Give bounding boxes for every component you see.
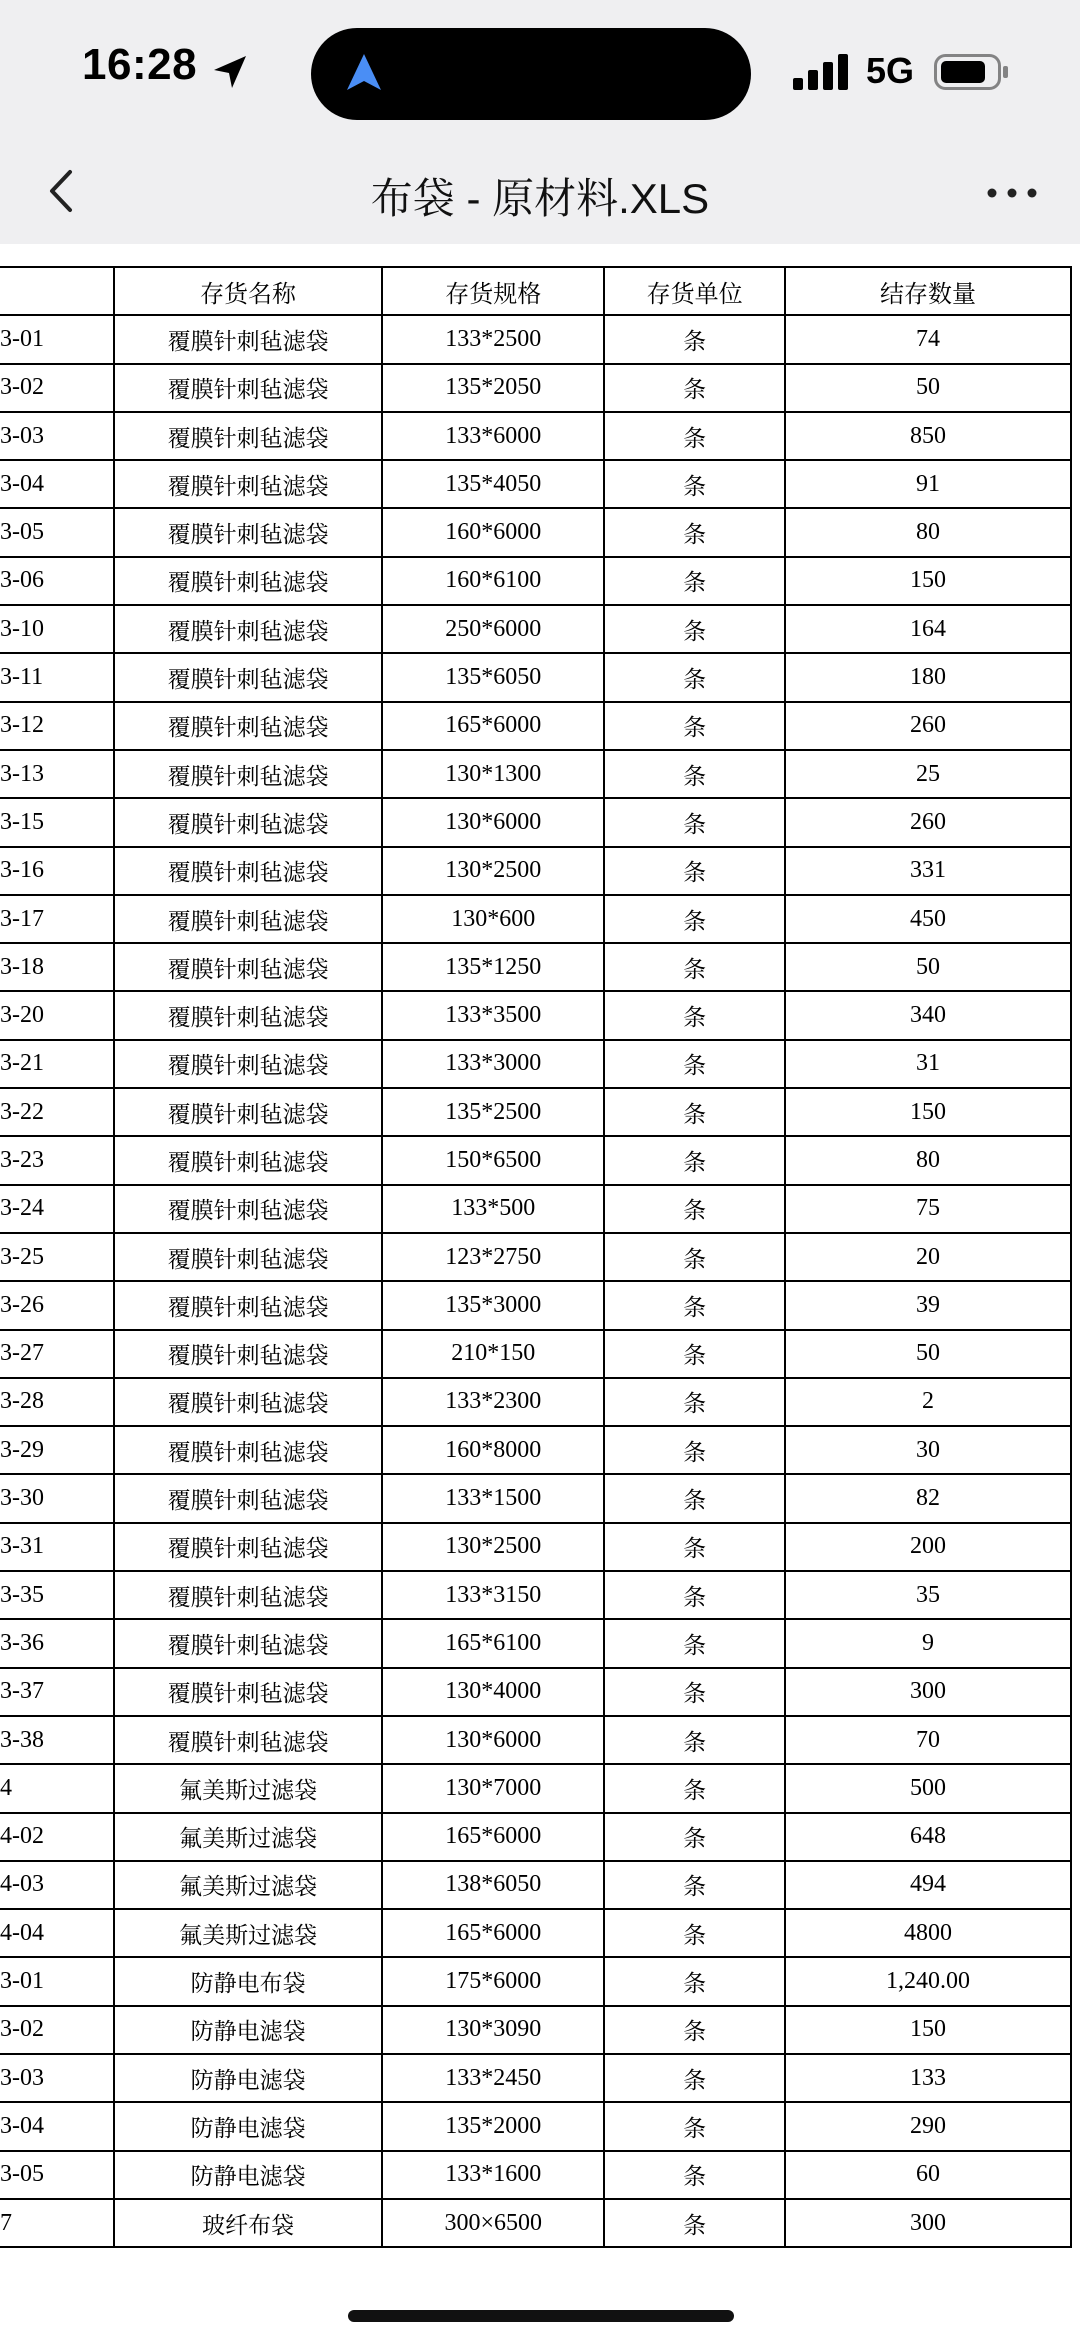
cell-name[interactable]: 覆膜针刺毡滤袋 [114,653,382,701]
table-row [0,1861,1071,1909]
dynamic-island [311,28,751,120]
cell-spec[interactable]: 133*6000 [382,412,604,460]
cell-spec[interactable]: 160*6000 [382,508,604,556]
cell-quantity[interactable]: 25 [785,750,1071,798]
cell-unit[interactable]: 条 [604,1378,785,1426]
cell-spec[interactable]: 135*6050 [382,653,604,701]
cell-name[interactable]: 覆膜针刺毡滤袋 [114,1040,382,1088]
table-row [0,2199,1071,2247]
cell-spec[interactable]: 133*1500 [382,1474,604,1522]
cell-quantity[interactable]: 494 [785,1861,1071,1909]
cell-code[interactable]: 3-37 [0,1668,114,1716]
cell-code[interactable]: 3-10 [0,605,114,653]
cell-unit[interactable]: 条 [604,2199,785,2247]
cell-unit[interactable]: 条 [604,1813,785,1861]
table-row [0,412,1071,460]
cell-name[interactable]: 覆膜针刺毡滤袋 [114,1281,382,1329]
table-row [0,1426,1071,1474]
cell-code[interactable]: 3-18 [0,943,114,991]
cell-quantity[interactable]: 30 [785,1426,1071,1474]
cell-spec[interactable]: 133*3150 [382,1571,604,1619]
cell-name[interactable]: 覆膜针刺毡滤袋 [114,1619,382,1667]
cell-code[interactable]: 3-12 [0,702,114,750]
cell-name[interactable]: 防静电滤袋 [114,2054,382,2102]
cell-code[interactable]: 3-28 [0,1378,114,1426]
cell-quantity[interactable]: 70 [785,1716,1071,1764]
cell-name[interactable]: 覆膜针刺毡滤袋 [114,1716,382,1764]
battery-icon [934,54,1010,90]
cell-spec[interactable]: 130*6000 [382,1716,604,1764]
cell-spec[interactable]: 133*2450 [382,2054,604,2102]
cell-code[interactable]: 3-03 [0,412,114,460]
cell-spec[interactable]: 130*2500 [382,847,604,895]
cell-name[interactable]: 覆膜针刺毡滤袋 [114,895,382,943]
table-row [0,605,1071,653]
cell-code[interactable]: 3-05 [0,2151,114,2199]
cell-quantity[interactable]: 290 [785,2102,1071,2150]
cell-unit[interactable]: 条 [604,1523,785,1571]
table-row [0,847,1071,895]
cell-unit[interactable]: 条 [604,991,785,1039]
cell-spec[interactable]: 160*6100 [382,557,604,605]
cell-name[interactable]: 氟美斯过滤袋 [114,1764,382,1812]
cell-name[interactable]: 覆膜针刺毡滤袋 [114,460,382,508]
cell-unit[interactable]: 条 [604,460,785,508]
cell-unit[interactable]: 条 [604,702,785,750]
cell-code[interactable]: 3-03 [0,2054,114,2102]
cell-spec[interactable]: 123*2750 [382,1233,604,1281]
spreadsheet-table [0,266,1072,2248]
cell-quantity[interactable]: 35 [785,1571,1071,1619]
cell-spec[interactable]: 130*600 [382,895,604,943]
table-row [0,1378,1071,1426]
cell-name[interactable]: 防静电滤袋 [114,2006,382,2054]
cell-name[interactable]: 覆膜针刺毡滤袋 [114,943,382,991]
cell-unit[interactable]: 条 [604,1861,785,1909]
cell-name[interactable]: 氟美斯过滤袋 [114,1909,382,1957]
cell-unit[interactable]: 条 [604,1619,785,1667]
cell-unit[interactable]: 条 [604,315,785,363]
table-row [0,653,1071,701]
cell-spec[interactable]: 135*4050 [382,460,604,508]
cell-unit[interactable]: 条 [604,1716,785,1764]
table-row [0,1233,1071,1281]
table-row [0,1957,1071,2005]
cell-code[interactable]: 7 [0,2199,114,2247]
more-options-icon[interactable] [980,168,1044,218]
cell-unit[interactable]: 条 [604,943,785,991]
cell-spec[interactable]: 150*6500 [382,1136,604,1184]
cell-quantity[interactable]: 91 [785,460,1071,508]
cell-name[interactable]: 覆膜针刺毡滤袋 [114,1185,382,1233]
cell-unit[interactable]: 条 [604,1088,785,1136]
cell-quantity[interactable]: 260 [785,702,1071,750]
cell-name[interactable]: 覆膜针刺毡滤袋 [114,991,382,1039]
cell-unit[interactable]: 条 [604,847,785,895]
cell-name[interactable]: 覆膜针刺毡滤袋 [114,1233,382,1281]
table-row [0,1523,1071,1571]
cellular-signal-icon [793,54,849,90]
cell-name[interactable]: 覆膜针刺毡滤袋 [114,508,382,556]
cell-unit[interactable]: 条 [604,2102,785,2150]
cell-code[interactable]: 3-36 [0,1619,114,1667]
cell-spec[interactable]: 130*6000 [382,798,604,846]
cell-quantity[interactable]: 500 [785,1764,1071,1812]
cell-quantity[interactable]: 200 [785,1523,1071,1571]
cell-spec[interactable]: 130*7000 [382,1764,604,1812]
column-header[interactable]: 结存数量 [785,267,1071,315]
cell-quantity[interactable]: 4800 [785,1909,1071,1957]
table-row [0,1764,1071,1812]
cell-unit[interactable]: 条 [604,1330,785,1378]
cell-quantity[interactable]: 50 [785,364,1071,412]
cell-unit[interactable]: 条 [604,1474,785,1522]
cell-spec[interactable]: 135*2050 [382,364,604,412]
table-row [0,1813,1071,1861]
cell-quantity[interactable]: 1,240.00 [785,1957,1071,2005]
table-row [0,1668,1071,1716]
cell-unit[interactable]: 条 [604,1909,785,1957]
cell-spec[interactable]: 133*2500 [382,315,604,363]
cell-code[interactable]: 3-35 [0,1571,114,1619]
cell-unit[interactable]: 条 [604,1233,785,1281]
cell-spec[interactable]: 165*6000 [382,1813,604,1861]
table-row [0,1571,1071,1619]
cell-quantity[interactable]: 74 [785,315,1071,363]
cell-quantity[interactable]: 150 [785,2006,1071,2054]
cell-spec[interactable]: 300×6500 [382,2199,604,2247]
cell-code[interactable]: 3-02 [0,2006,114,2054]
cell-spec[interactable]: 160*8000 [382,1426,604,1474]
table-row [0,1474,1071,1522]
column-header[interactable]: 存货规格 [382,267,604,315]
cell-quantity[interactable]: 300 [785,1668,1071,1716]
cell-name[interactable]: 覆膜针刺毡滤袋 [114,1330,382,1378]
cell-name[interactable]: 玻纤布袋 [114,2199,382,2247]
cell-unit[interactable]: 条 [604,1136,785,1184]
cell-code[interactable]: 3-38 [0,1716,114,1764]
cell-code[interactable]: 3-29 [0,1426,114,1474]
cell-unit[interactable]: 条 [604,605,785,653]
table-row [0,991,1071,1039]
cell-quantity[interactable]: 2 [785,1378,1071,1426]
cell-unit[interactable]: 条 [604,508,785,556]
cell-code[interactable]: 3-30 [0,1474,114,1522]
table-row [0,315,1071,363]
cell-unit[interactable]: 条 [604,653,785,701]
cell-name[interactable]: 氟美斯过滤袋 [114,1861,382,1909]
cell-quantity[interactable]: 180 [785,653,1071,701]
cell-code[interactable]: 3-04 [0,460,114,508]
nav-bar [0,138,1080,244]
cell-code[interactable]: 3-11 [0,653,114,701]
table-row [0,1909,1071,1957]
cell-spec[interactable]: 138*6050 [382,1861,604,1909]
cell-spec[interactable]: 133*2300 [382,1378,604,1426]
column-header[interactable]: 存货名称 [114,267,382,315]
cell-name[interactable]: 防静电滤袋 [114,2102,382,2150]
column-header[interactable] [0,267,114,315]
document-title: 布袋 - 原材料.XLS [370,175,710,222]
cell-quantity[interactable]: 260 [785,798,1071,846]
cell-spec[interactable]: 133*1600 [382,2151,604,2199]
cell-spec[interactable]: 210*150 [382,1330,604,1378]
cell-spec[interactable]: 130*2500 [382,1523,604,1571]
cell-quantity[interactable]: 75 [785,1185,1071,1233]
table-header-row [0,267,1071,315]
cell-unit[interactable]: 条 [604,2006,785,2054]
table-row [0,1185,1071,1233]
table-row [0,1136,1071,1184]
cell-code[interactable]: 4-02 [0,1813,114,1861]
cell-spec[interactable]: 165*6000 [382,702,604,750]
cell-unit[interactable]: 条 [604,2054,785,2102]
cell-unit[interactable]: 条 [604,1426,785,1474]
cell-code[interactable]: 3-17 [0,895,114,943]
cell-code[interactable]: 3-27 [0,1330,114,1378]
cell-code[interactable]: 3-20 [0,991,114,1039]
cell-unit[interactable]: 条 [604,364,785,412]
cell-unit[interactable]: 条 [604,798,785,846]
cell-unit[interactable]: 条 [604,1571,785,1619]
cell-quantity[interactable]: 340 [785,991,1071,1039]
cell-code[interactable]: 3-01 [0,1957,114,2005]
status-bar [0,0,1080,138]
cell-code[interactable]: 3-31 [0,1523,114,1571]
cell-quantity[interactable]: 50 [785,1330,1071,1378]
cell-name[interactable]: 覆膜针刺毡滤袋 [114,750,382,798]
column-header[interactable]: 存货单位 [604,267,785,315]
cell-quantity[interactable]: 150 [785,557,1071,605]
cell-spec[interactable]: 130*1300 [382,750,604,798]
cell-quantity[interactable]: 20 [785,1233,1071,1281]
cell-spec[interactable]: 135*2000 [382,2102,604,2150]
cell-quantity[interactable]: 82 [785,1474,1071,1522]
cell-code[interactable]: 3-15 [0,798,114,846]
cell-spec[interactable]: 135*2500 [382,1088,604,1136]
cell-quantity[interactable]: 39 [785,1281,1071,1329]
cell-spec[interactable]: 250*6000 [382,605,604,653]
home-indicator[interactable] [348,2310,734,2322]
location-arrow-icon [210,52,250,92]
cell-name[interactable]: 覆膜针刺毡滤袋 [114,1668,382,1716]
cell-name[interactable]: 覆膜针刺毡滤袋 [114,1474,382,1522]
cell-name[interactable]: 覆膜针刺毡滤袋 [114,1088,382,1136]
cell-quantity[interactable]: 80 [785,508,1071,556]
cell-code[interactable]: 3-06 [0,557,114,605]
table-row [0,2054,1071,2102]
cell-unit[interactable]: 条 [604,1668,785,1716]
cell-quantity[interactable]: 648 [785,1813,1071,1861]
table-row [0,750,1071,798]
cell-code[interactable]: 3-22 [0,1088,114,1136]
cell-quantity[interactable]: 133 [785,2054,1071,2102]
table-row [0,2151,1071,2199]
cell-quantity[interactable]: 300 [785,2199,1071,2247]
cell-name[interactable]: 覆膜针刺毡滤袋 [114,557,382,605]
table-body [0,315,1071,2247]
navigation-icon [341,50,387,96]
cell-quantity[interactable]: 450 [785,895,1071,943]
table-row [0,557,1071,605]
cell-unit[interactable]: 条 [604,1185,785,1233]
table-row [0,1281,1071,1329]
cell-unit[interactable]: 条 [604,1040,785,1088]
table-row [0,895,1071,943]
table-row [0,1088,1071,1136]
cell-unit[interactable]: 条 [604,1281,785,1329]
cell-code[interactable]: 3-24 [0,1185,114,1233]
cell-code[interactable]: 3-26 [0,1281,114,1329]
cell-spec[interactable]: 133*500 [382,1185,604,1233]
table-row [0,1716,1071,1764]
cell-quantity[interactable]: 31 [785,1040,1071,1088]
cell-code[interactable]: 3-21 [0,1040,114,1088]
cell-unit[interactable]: 条 [604,412,785,460]
cell-spec[interactable]: 165*6000 [382,1909,604,1957]
cell-code[interactable]: 4-04 [0,1909,114,1957]
table-row [0,943,1071,991]
table-row [0,2006,1071,2054]
cell-unit[interactable]: 条 [604,1957,785,2005]
cell-spec[interactable]: 135*3000 [382,1281,604,1329]
table-row [0,364,1071,412]
cell-name[interactable]: 覆膜针刺毡滤袋 [114,1378,382,1426]
cell-name[interactable]: 覆膜针刺毡滤袋 [114,847,382,895]
cell-code[interactable]: 3-23 [0,1136,114,1184]
cell-quantity[interactable]: 331 [785,847,1071,895]
cell-code[interactable]: 3-02 [0,364,114,412]
cell-quantity[interactable]: 9 [785,1619,1071,1667]
cell-code[interactable]: 4-03 [0,1861,114,1909]
cell-spec[interactable]: 130*4000 [382,1668,604,1716]
cell-unit[interactable]: 条 [604,1764,785,1812]
cell-quantity[interactable]: 80 [785,1136,1071,1184]
network-type: 5G [866,50,915,91]
cell-name[interactable]: 防静电滤袋 [114,2151,382,2199]
table-row [0,460,1071,508]
table-row [0,1330,1071,1378]
cell-name[interactable]: 覆膜针刺毡滤袋 [114,315,382,363]
cell-unit[interactable]: 条 [604,750,785,798]
cell-unit[interactable]: 条 [604,557,785,605]
table-row [0,1619,1071,1667]
table-row [0,2102,1071,2150]
cell-spec[interactable]: 165*6100 [382,1619,604,1667]
cell-quantity[interactable]: 164 [785,605,1071,653]
cell-name[interactable]: 覆膜针刺毡滤袋 [114,798,382,846]
cell-name[interactable]: 覆膜针刺毡滤袋 [114,364,382,412]
cell-spec[interactable]: 133*3500 [382,991,604,1039]
cell-code[interactable]: 3-13 [0,750,114,798]
cell-name[interactable]: 覆膜针刺毡滤袋 [114,1571,382,1619]
table-row [0,508,1071,556]
table-row [0,1040,1071,1088]
cell-unit[interactable]: 条 [604,895,785,943]
cell-name[interactable]: 覆膜针刺毡滤袋 [114,412,382,460]
cell-code[interactable]: 3-01 [0,315,114,363]
cell-unit[interactable]: 条 [604,2151,785,2199]
cell-spec[interactable]: 133*3000 [382,1040,604,1088]
status-time: 16:28 [82,40,198,89]
cell-quantity[interactable]: 850 [785,412,1071,460]
cell-code[interactable]: 4 [0,1764,114,1812]
cell-name[interactable]: 覆膜针刺毡滤袋 [114,1523,382,1571]
cell-code[interactable]: 3-05 [0,508,114,556]
cell-code[interactable]: 3-04 [0,2102,114,2150]
cell-name[interactable]: 防静电布袋 [114,1957,382,2005]
cell-quantity[interactable]: 50 [785,943,1071,991]
cell-spec[interactable]: 175*6000 [382,1957,604,2005]
cell-name[interactable]: 覆膜针刺毡滤袋 [114,1136,382,1184]
table-row [0,798,1071,846]
cell-spec[interactable]: 130*3090 [382,2006,604,2054]
cell-quantity[interactable]: 150 [785,1088,1071,1136]
table-row [0,702,1071,750]
cell-code[interactable]: 3-25 [0,1233,114,1281]
cell-name[interactable]: 覆膜针刺毡滤袋 [114,702,382,750]
cell-spec[interactable]: 135*1250 [382,943,604,991]
cell-code[interactable]: 3-16 [0,847,114,895]
cell-name[interactable]: 覆膜针刺毡滤袋 [114,605,382,653]
cell-quantity[interactable]: 60 [785,2151,1071,2199]
cell-name[interactable]: 覆膜针刺毡滤袋 [114,1426,382,1474]
cell-name[interactable]: 氟美斯过滤袋 [114,1813,382,1861]
